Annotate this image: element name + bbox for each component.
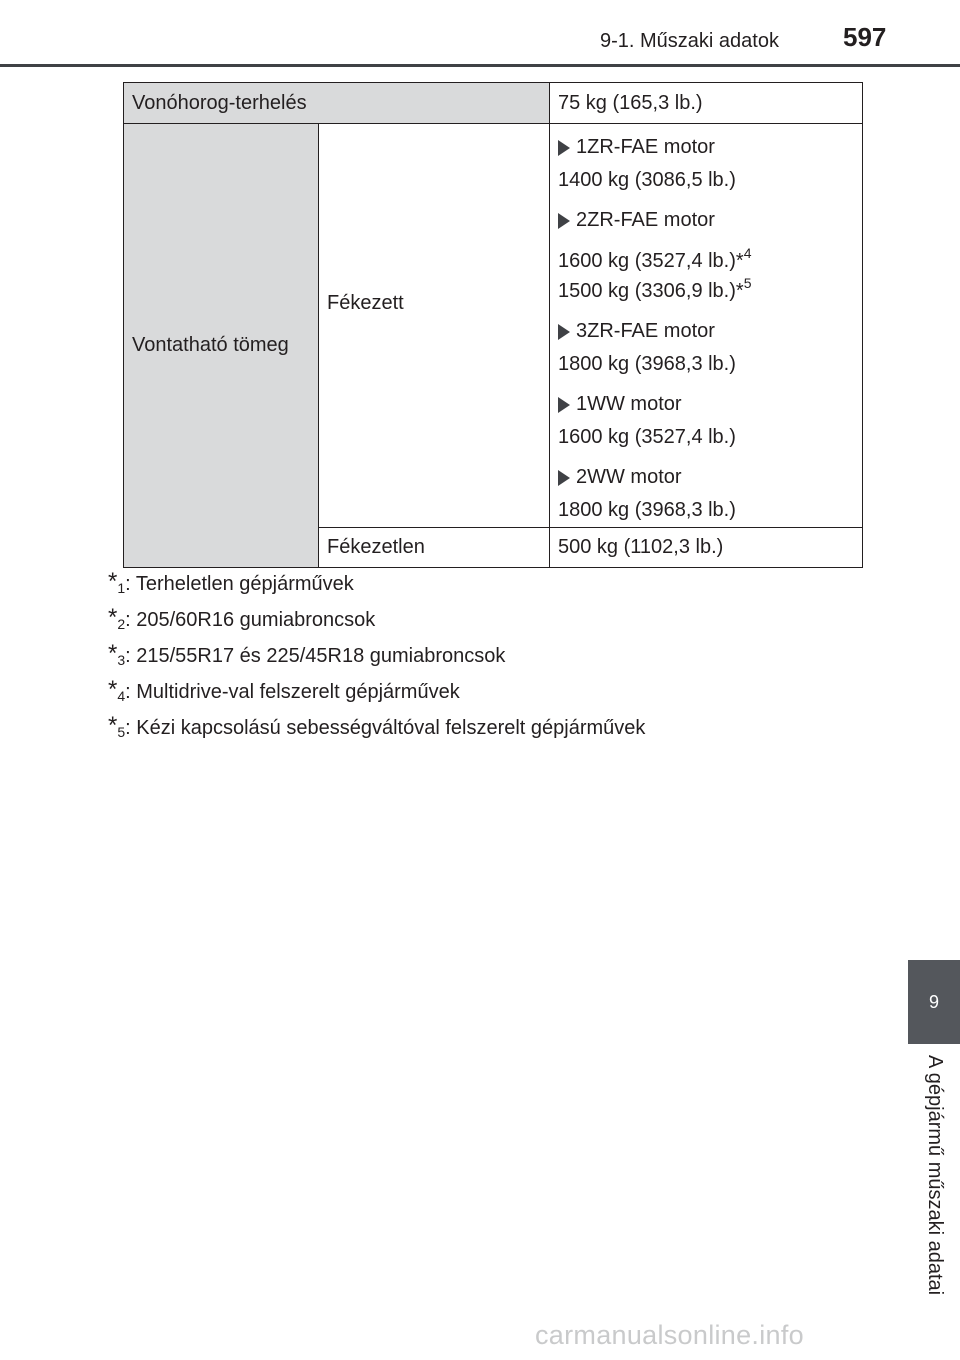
footnote-number: 5 [117, 724, 126, 740]
footnote-text: : Multidrive-val felszerelt gépjárművek [125, 681, 460, 703]
engine-entry [558, 381, 854, 454]
engine-name-text: 1WW motor [576, 393, 682, 415]
footnote-text: : 215/55R17 és 225/45R18 gumiabroncsok [125, 645, 506, 667]
footnote-item [108, 668, 645, 704]
spec-table [123, 82, 863, 568]
engine-name [558, 466, 854, 489]
weight-value [558, 499, 854, 521]
footnote-number: 3 [117, 652, 126, 668]
engine-entry [558, 197, 854, 308]
section-title: 9-1. Műszaki adatok [600, 30, 779, 52]
footnote-marker: * [108, 568, 118, 595]
engine-name [558, 136, 854, 159]
footnote-item [108, 704, 645, 740]
weight-value [558, 426, 854, 448]
engine-name-text: 2WW motor [576, 466, 682, 488]
hitch-label-cell: Vonóhorog-terhelés [124, 83, 550, 124]
triangle-bullet-icon [558, 470, 570, 486]
weight-value [558, 353, 854, 375]
engine-name [558, 320, 854, 343]
engine-name-text: 2ZR-FAE motor [576, 209, 715, 231]
triangle-bullet-icon [558, 140, 570, 156]
footnote-text: : Kézi kapcsolású sebességváltóval felszerelt gépjárművek [125, 717, 646, 739]
engine-entry [558, 454, 854, 527]
table-row-hitch [124, 83, 863, 124]
unbraked-value-cell: 500 kg (1102,3 lb.) [550, 528, 863, 568]
footnote-marker: * [735, 280, 744, 302]
weight-text: 1600 kg (3527,4 lb.) [558, 426, 736, 448]
engine-name [558, 209, 854, 232]
chapter-tab: 9 [908, 960, 960, 1044]
triangle-bullet-icon [558, 213, 570, 229]
weight-text: 1600 kg (3527,4 lb.) [558, 250, 736, 272]
weight-text: 1800 kg (3968,3 lb.) [558, 353, 736, 375]
weight-text: 1500 kg (3306,9 lb.) [558, 280, 736, 302]
triangle-bullet-icon [558, 397, 570, 413]
footnote-marker: * [108, 640, 118, 667]
weight-text: 1400 kg (3086,5 lb.) [558, 169, 736, 191]
footnote-text: : Terheletlen gépjárművek [125, 573, 354, 595]
footnote-item [108, 596, 645, 632]
triangle-bullet-icon [558, 324, 570, 340]
footnote-ref: 4 [743, 245, 752, 261]
footnote-marker: * [108, 676, 118, 703]
footnote-marker: * [108, 604, 118, 631]
watermark: carmanualsonline.info [535, 1320, 804, 1350]
footnote-marker: * [108, 712, 118, 739]
engine-name [558, 393, 854, 416]
engine-name-text: 1ZR-FAE motor [576, 136, 715, 158]
table-row-braked [124, 124, 863, 528]
footnote-item [108, 560, 645, 596]
engine-list [558, 124, 854, 527]
engine-name-text: 3ZR-FAE motor [576, 320, 715, 342]
weight-value [558, 272, 854, 302]
weight-text: 1800 kg (3968,3 lb.) [558, 499, 736, 521]
chapter-title: A gépjármű műszaki adatai [924, 1055, 946, 1296]
weight-value [558, 242, 854, 272]
unbraked-label-cell: Fékezetlen [319, 528, 550, 568]
footnote-number: 1 [117, 580, 126, 596]
footnote-item [108, 632, 645, 668]
braked-values-cell [550, 124, 863, 528]
braked-label-cell: Fékezett [319, 124, 550, 528]
weight-value [558, 169, 854, 191]
towable-label-cell: Vontatható tömeg [124, 124, 319, 568]
engine-entry [558, 124, 854, 197]
footnote-text: : 205/60R16 gumiabroncsok [125, 609, 376, 631]
header-divider [0, 64, 960, 67]
hitch-value-cell: 75 kg (165,3 lb.) [550, 83, 863, 124]
footnote-number: 4 [117, 688, 126, 704]
engine-entry [558, 308, 854, 381]
footnote-number: 2 [117, 616, 126, 632]
page-number: 597 [843, 22, 887, 52]
footnote-marker: * [735, 250, 744, 272]
footnote-list [108, 560, 645, 740]
footnote-ref: 5 [743, 275, 752, 291]
